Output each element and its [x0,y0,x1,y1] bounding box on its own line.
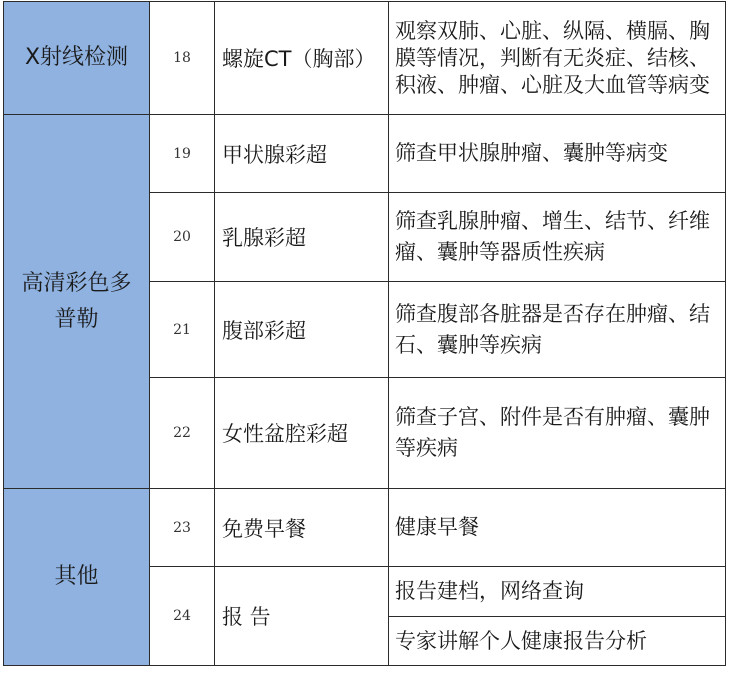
category-xray [3,1,150,115]
item-description: 筛查子宫、附件是否有肿瘤、囊肿等疾病 [388,377,726,489]
item-name: 女性盆腔彩超 [214,377,389,489]
item-description: 健康早餐 [388,488,726,567]
item-name: 螺旋CT（胸部） [214,1,389,115]
category-label: X射线检测 [24,45,129,70]
item-description: 筛查乳腺肿瘤、增生、结节、纤维瘤、囊肿等器质性疾病 [388,192,726,282]
item-name: 甲状腺彩超 [214,114,389,193]
category-label: 高清彩色多普勒 [21,270,132,332]
row-number: 21 [149,281,215,378]
category-label: 其他 [54,564,99,589]
row-number: 23 [149,488,215,567]
category-color-doppler [3,114,150,489]
checkup-items-table [3,1,726,666]
item-name: 腹部彩超 [214,281,389,378]
category-other [3,488,150,666]
row-number: 19 [149,114,215,193]
item-description: 观察双肺、心脏、纵隔、横膈、胸膜等情况，判断有无炎症、结核、积液、肿瘤、心脏及大血管等病变 [388,1,726,115]
item-description: 报告建档，网络查询 [388,566,726,617]
item-description: 专家讲解个人健康报告分析 [388,616,726,666]
item-name: 乳腺彩超 [214,192,389,282]
row-number: 22 [149,377,215,489]
row-number: 24 [149,566,215,666]
item-description: 筛查甲状腺肿瘤、囊肿等病变 [388,114,726,193]
item-name: 免费早餐 [214,488,389,567]
item-name: 报 告 [214,566,389,666]
row-number: 20 [149,192,215,282]
item-description: 筛查腹部各脏器是否存在肿瘤、结石、囊肿等疾病 [388,281,726,378]
row-number: 18 [149,1,215,115]
